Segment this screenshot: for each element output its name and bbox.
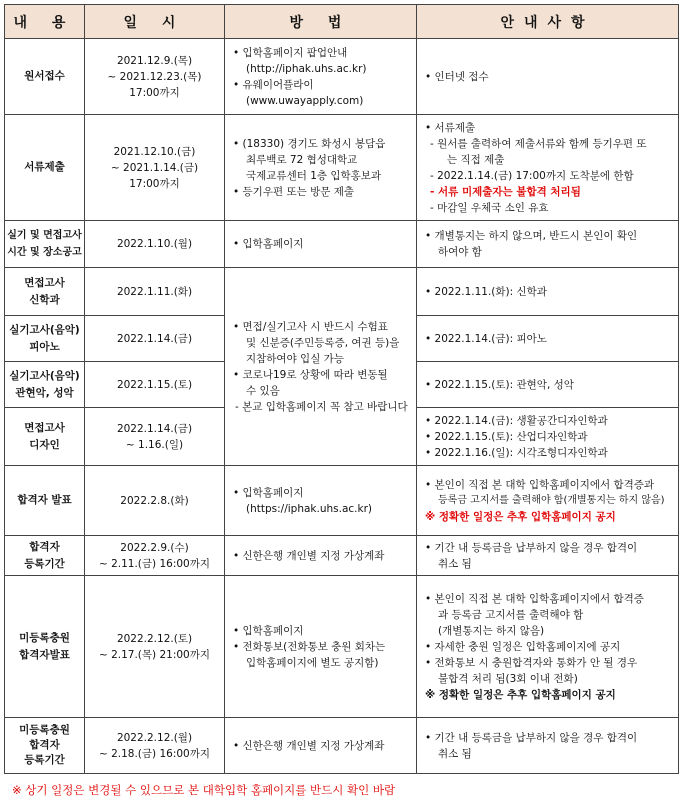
row-notice	[417, 718, 679, 774]
notice-line: 취소 됨	[438, 747, 472, 760]
row-category	[5, 115, 85, 221]
method-line: 국제교류센터 1층 입학홍보과	[246, 169, 382, 182]
notice-line: • 기간 내 등록금을 납부하지 않을 경우 합격이	[425, 731, 638, 744]
table-row	[5, 718, 679, 774]
date-line: 2022.1.14.(금)	[116, 422, 193, 435]
notice-line: • 자세한 충원 일정은 입학홈페이지에 공지	[425, 640, 621, 653]
notice-warning: - 서류 미제출자는 불합격 처리됨	[430, 185, 581, 198]
category-text: 면접고사	[24, 421, 65, 434]
notice-line: - 2022.1.14.(금) 17:00까지 도착분에 한함	[430, 169, 634, 182]
date-line: ~ 1.16.(일)	[125, 438, 184, 451]
method-line: (https://iphak.uhs.ac.kr)	[246, 502, 372, 515]
method-line: (www.uwayapply.com)	[246, 94, 364, 107]
row-method	[225, 39, 417, 115]
category-text: 시간 및 장소공고	[7, 247, 82, 258]
notice-line: • 기간 내 등록금을 납부하지 않을 경우 합격이	[425, 541, 638, 554]
header-datetime: 일 시	[85, 5, 225, 39]
row-notice	[417, 39, 679, 115]
row-date	[85, 39, 225, 115]
row-notice	[417, 466, 679, 536]
header-method: 방 법	[225, 5, 417, 39]
method-line: (http://iphak.uhs.ac.kr)	[246, 62, 367, 75]
notice-line: • 2022.1.14.(금): 피아노	[425, 332, 547, 345]
notice-line: 취소 됨	[438, 557, 472, 570]
notice-note: ※ 정확한 일정은 추후 입학홈페이지 공지	[425, 688, 616, 701]
category-text: 디자인	[29, 438, 60, 451]
notice-line: 과 등록금 고지서를 출력해야 함	[438, 608, 584, 621]
row-method	[225, 466, 417, 536]
row-category	[5, 408, 85, 466]
row-date	[85, 576, 225, 718]
row-method	[225, 221, 417, 268]
row-method	[225, 115, 417, 221]
method-line: 지참하여야 입실 가능	[246, 352, 344, 365]
date-line: 2022.1.14.(금)	[116, 332, 193, 345]
category-text: 합격자	[29, 540, 60, 553]
row-notice	[417, 115, 679, 221]
notice-line: (개별통지는 하지 않음)	[438, 624, 545, 637]
notice-line: • 본인이 직접 본 대학 입학홈페이지에서 합격증과	[425, 478, 655, 491]
schedule-table	[4, 4, 679, 774]
row-category	[5, 268, 85, 316]
notice-line: 불합격 처리 됨(3회 이내 전화)	[438, 672, 578, 685]
date-line: 2022.1.15.(토)	[116, 378, 193, 391]
row-category	[5, 316, 85, 362]
date-line: 2022.1.11.(화)	[116, 285, 193, 298]
date-line: ~ 2.11.(금) 16:00까지	[98, 557, 211, 570]
date-line: 2022.2.12.(토)	[116, 632, 193, 645]
row-notice	[417, 536, 679, 576]
category-text: 실기고사(음악)	[9, 323, 80, 336]
date-line: 2021.12.9.(목)	[116, 54, 193, 67]
header-row	[5, 5, 679, 39]
row-date	[85, 268, 225, 316]
date-line: ~ 2021.1.14.(금)	[110, 161, 199, 174]
category-text: 원서접수	[24, 70, 65, 82]
header-content: 내 용	[5, 5, 85, 39]
method-line: • 입학홈페이지	[233, 238, 304, 250]
row-category	[5, 466, 85, 536]
method-line: • 면접/실기고사 시 반드시 수험표	[233, 320, 388, 333]
category-text: 등록기간	[24, 557, 65, 570]
table-row	[5, 576, 679, 718]
row-category	[5, 39, 85, 115]
table-row	[5, 221, 679, 268]
date-line: 2022.2.12.(월)	[116, 731, 193, 744]
category-text: 합격자발표	[19, 648, 70, 661]
method-line: • 입학홈페이지	[233, 624, 304, 637]
table-row	[5, 536, 679, 576]
row-notice	[417, 408, 679, 466]
row-date	[85, 115, 225, 221]
notice-line: • 본인이 직접 본 대학 입학홈페이지에서 합격증	[425, 592, 644, 605]
method-line: 및 신분증(주민등록증, 여권 등)을	[246, 336, 400, 349]
category-text: 실기 및 면접고사	[7, 230, 82, 241]
category-text: 관현악, 성악	[15, 386, 74, 399]
date-line: ~ 2.17.(목) 21:00까지	[98, 648, 211, 661]
row-date	[85, 466, 225, 536]
notice-line: 하여야 함	[438, 246, 482, 258]
category-text: 면접고사	[24, 276, 65, 289]
row-date	[85, 316, 225, 362]
table-row	[5, 39, 679, 115]
method-line: • 유웨이어플라이	[233, 78, 314, 91]
category-text: 실기고사(음악)	[9, 369, 80, 382]
row-method	[225, 576, 417, 718]
row-date	[85, 408, 225, 466]
method-line: • (18330) 경기도 화성시 봉담읍	[233, 137, 386, 150]
date-line: 2022.2.9.(수)	[120, 541, 189, 554]
row-notice	[417, 576, 679, 718]
row-category	[5, 536, 85, 576]
method-line: 입학홈페이지에 별도 공지함)	[246, 656, 379, 669]
notice-line: • 개별통지는 하지 않으며, 반드시 본인이 확인	[425, 230, 638, 242]
notice-line: 는 직접 제출	[447, 153, 505, 166]
row-category	[5, 221, 85, 268]
category-text: 등록기간	[24, 754, 65, 766]
method-line: • 코로나19로 상황에 따라 변동될	[233, 368, 388, 381]
notice-line: 등록금 고지서를 출력해야 함(개별통지는 하지 않음)	[438, 494, 665, 506]
date-line: ~ 2.18.(금) 16:00까지	[98, 747, 211, 760]
notice-line: • 전화통보 시 충원합격자와 통화가 안 될 경우	[425, 656, 638, 669]
notice-line: • 2022.1.16.(일): 시각조형디자인학과	[425, 446, 608, 459]
date-line: 17:00까지	[129, 177, 180, 190]
category-text: 신학과	[29, 293, 60, 306]
header-notice: 안내사항	[417, 5, 679, 39]
row-notice	[417, 221, 679, 268]
row-date	[85, 221, 225, 268]
date-line: 2022.1.10.(월)	[116, 238, 193, 250]
category-text: 합격자 발표	[17, 494, 72, 506]
row-notice	[417, 268, 679, 316]
row-category	[5, 576, 85, 718]
row-method	[225, 536, 417, 576]
table-row	[5, 268, 679, 316]
method-line: 최루백로 72 협성대학교	[246, 153, 358, 166]
notice-line: - 원서를 출력하여 제출서류와 함께 등기우편 또	[430, 137, 647, 150]
row-date	[85, 718, 225, 774]
date-line: 17:00까지	[129, 86, 180, 99]
row-date	[85, 362, 225, 408]
table-row	[5, 115, 679, 221]
category-text: 미등록충원	[19, 631, 70, 644]
date-line: 2021.12.10.(금)	[113, 145, 196, 158]
method-line: • 입학홈페이지 팝업안내	[233, 46, 348, 59]
notice-line: • 2022.1.15.(토): 관현악, 성악	[425, 378, 574, 391]
category-text: 미등록충원	[19, 724, 70, 736]
method-line: • 등기우편 또는 방문 제출	[233, 185, 354, 198]
category-text: 피아노	[29, 340, 60, 353]
row-method	[225, 718, 417, 774]
exam-method	[225, 268, 417, 466]
method-line: - 본교 입학홈페이지 꼭 참고 바랍니다	[235, 400, 408, 413]
date-line: 2022.2.8.(화)	[120, 494, 189, 507]
notice-line: • 2022.1.11.(화): 신학과	[425, 285, 547, 298]
notice-line: • 인터넷 접수	[425, 70, 489, 83]
method-line: • 입학홈페이지	[233, 486, 304, 499]
method-line: • 신한은행 개인별 지정 가상계좌	[233, 739, 385, 752]
method-line: 수 있음	[246, 384, 280, 397]
notice-line: • 2022.1.15.(토): 산업디자인학과	[425, 430, 588, 443]
table-row	[5, 466, 679, 536]
row-category	[5, 362, 85, 408]
row-category	[5, 718, 85, 774]
notice-line: • 서류제출	[425, 121, 476, 134]
notice-line: • 2022.1.14.(금): 생활공간디자인학과	[425, 414, 608, 427]
category-text: 합격자	[29, 739, 60, 751]
row-notice	[417, 362, 679, 408]
category-text: 서류제출	[24, 161, 65, 173]
method-line: • 전화통보(전화통보 충원 회차는	[233, 640, 386, 653]
date-line: ~ 2021.12.23.(목)	[107, 70, 202, 83]
method-line: • 신한은행 개인별 지정 가상계좌	[233, 549, 385, 562]
notice-warning: ※ 정확한 일정은 추후 입학홈페이지 공지	[425, 510, 616, 523]
notice-line: - 마감일 우체국 소인 유효	[430, 201, 549, 214]
footnote: ※ 상기 일정은 변경될 수 있으므로 본 대학입학 홈페이지를 반드시 확인 바람	[12, 783, 396, 797]
row-date	[85, 536, 225, 576]
row-notice	[417, 316, 679, 362]
